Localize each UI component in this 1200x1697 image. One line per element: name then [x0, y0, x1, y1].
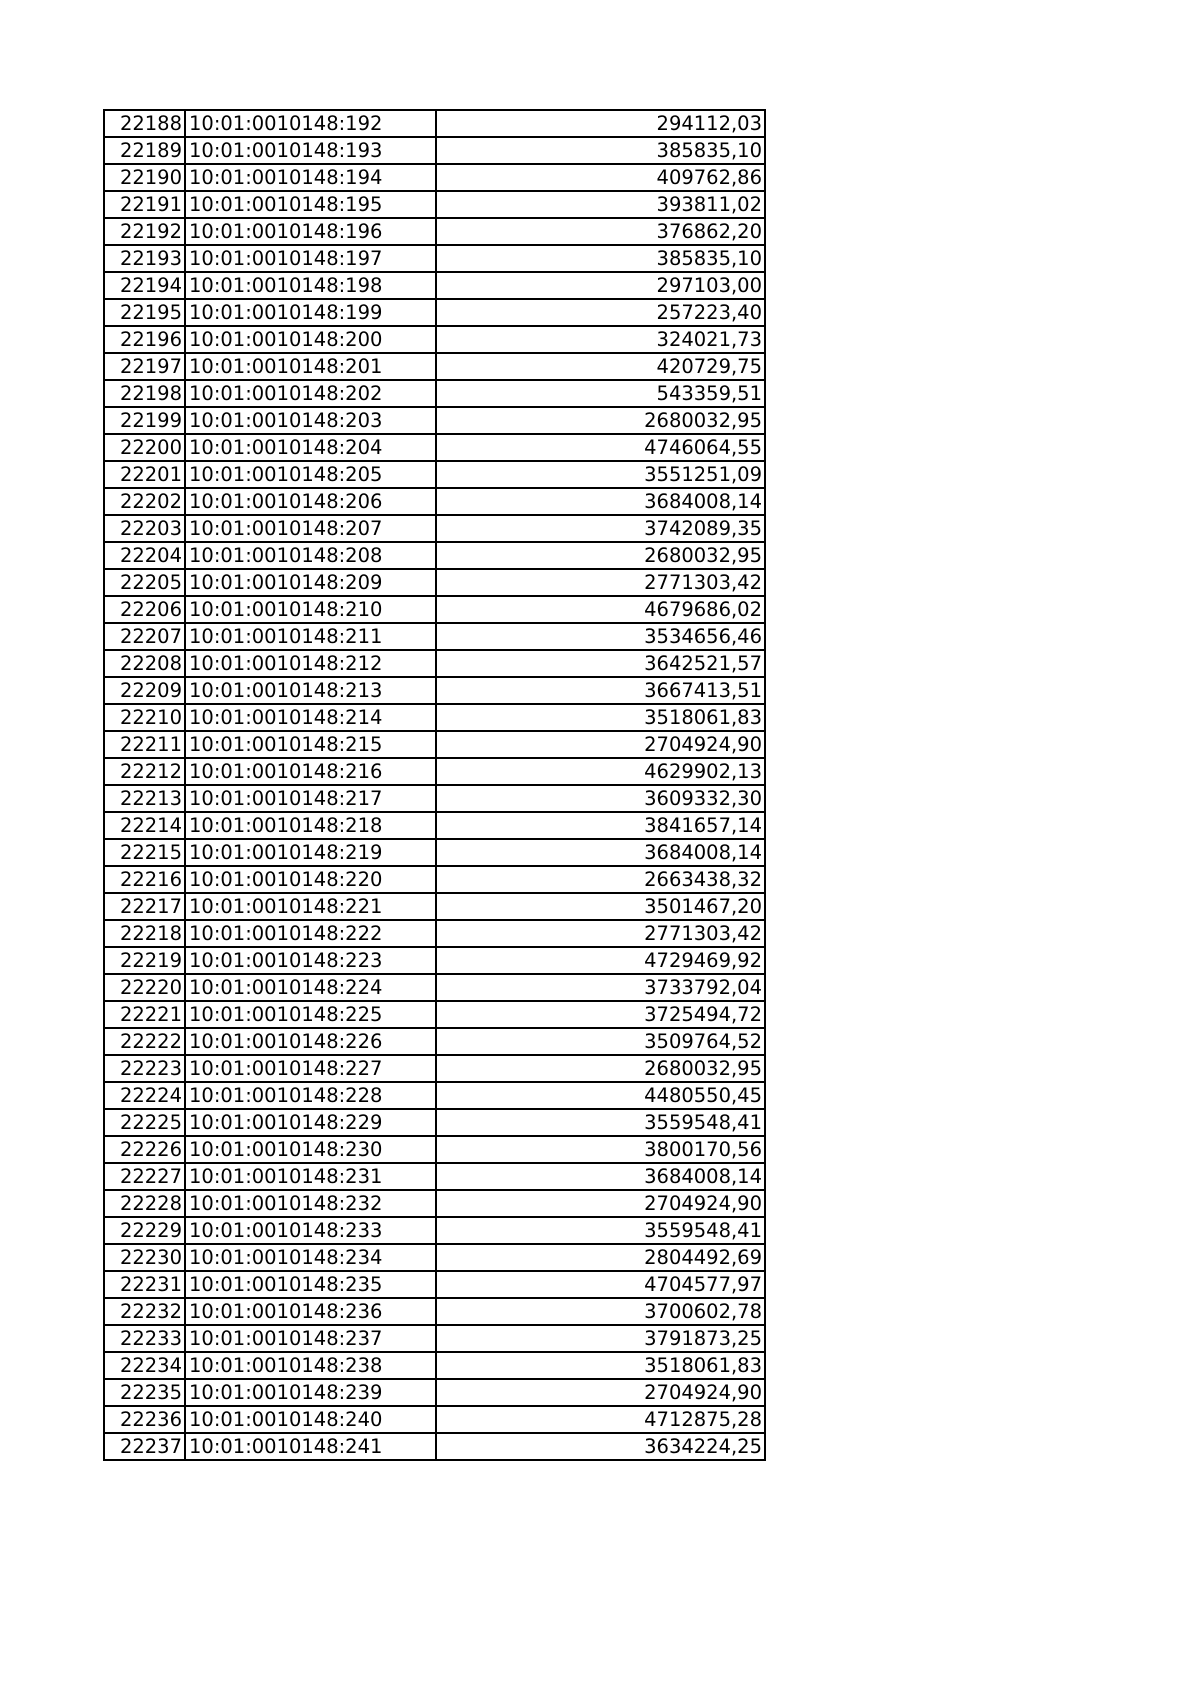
row-number-cell: 22228: [104, 1190, 185, 1217]
row-number-cell: 22232: [104, 1298, 185, 1325]
cadastral-number-cell: 10:01:0010148:229: [185, 1109, 436, 1136]
value-cell: 3684008,14: [436, 1163, 765, 1190]
table-row: [104, 974, 765, 1001]
value-cell: 3518061,83: [436, 1352, 765, 1379]
table-row: [104, 272, 765, 299]
cadastral-number-cell: 10:01:0010148:210: [185, 596, 436, 623]
cadastral-number-cell: 10:01:0010148:231: [185, 1163, 436, 1190]
cadastral-number-cell: 10:01:0010148:201: [185, 353, 436, 380]
table-row: [104, 677, 765, 704]
table-row: [104, 1001, 765, 1028]
table-row: [104, 407, 765, 434]
table-row: [104, 542, 765, 569]
row-number-cell: 22236: [104, 1406, 185, 1433]
value-cell: 2771303,42: [436, 569, 765, 596]
table-row: [104, 1055, 765, 1082]
table-row: [104, 866, 765, 893]
value-cell: 3733792,04: [436, 974, 765, 1001]
cadastral-number-cell: 10:01:0010148:219: [185, 839, 436, 866]
cadastral-number-cell: 10:01:0010148:228: [185, 1082, 436, 1109]
value-cell: 3841657,14: [436, 812, 765, 839]
row-number-cell: 22229: [104, 1217, 185, 1244]
cadastral-number-cell: 10:01:0010148:225: [185, 1001, 436, 1028]
value-cell: 3700602,78: [436, 1298, 765, 1325]
row-number-cell: 22215: [104, 839, 185, 866]
cadastral-number-cell: 10:01:0010148:200: [185, 326, 436, 353]
cadastral-number-cell: 10:01:0010148:233: [185, 1217, 436, 1244]
cadastral-number-cell: 10:01:0010148:205: [185, 461, 436, 488]
value-cell: 2663438,32: [436, 866, 765, 893]
row-number-cell: 22231: [104, 1271, 185, 1298]
row-number-cell: 22194: [104, 272, 185, 299]
row-number-cell: 22234: [104, 1352, 185, 1379]
value-cell: 3642521,57: [436, 650, 765, 677]
cadastral-number-cell: 10:01:0010148:196: [185, 218, 436, 245]
table-row: [104, 839, 765, 866]
value-cell: 3742089,35: [436, 515, 765, 542]
value-cell: 3791873,25: [436, 1325, 765, 1352]
value-cell: 3551251,09: [436, 461, 765, 488]
table-row: [104, 1244, 765, 1271]
row-number-cell: 22209: [104, 677, 185, 704]
row-number-cell: 22227: [104, 1163, 185, 1190]
row-number-cell: 22218: [104, 920, 185, 947]
cadastral-number-cell: 10:01:0010148:204: [185, 434, 436, 461]
value-cell: 2704924,90: [436, 1190, 765, 1217]
row-number-cell: 22210: [104, 704, 185, 731]
cadastral-number-cell: 10:01:0010148:240: [185, 1406, 436, 1433]
cadastral-number-cell: 10:01:0010148:227: [185, 1055, 436, 1082]
table-row: [104, 515, 765, 542]
table-row: [104, 164, 765, 191]
row-number-cell: 22201: [104, 461, 185, 488]
value-cell: 2704924,90: [436, 731, 765, 758]
row-number-cell: 22230: [104, 1244, 185, 1271]
cadastral-number-cell: 10:01:0010148:236: [185, 1298, 436, 1325]
cadastral-number-cell: 10:01:0010148:202: [185, 380, 436, 407]
row-number-cell: 22188: [104, 110, 185, 137]
cadastral-number-cell: 10:01:0010148:193: [185, 137, 436, 164]
table-row: [104, 1352, 765, 1379]
table-row: [104, 785, 765, 812]
value-cell: 3800170,56: [436, 1136, 765, 1163]
table-row: [104, 569, 765, 596]
table-row: [104, 326, 765, 353]
value-cell: 4629902,13: [436, 758, 765, 785]
cadastral-number-cell: 10:01:0010148:209: [185, 569, 436, 596]
value-cell: 3634224,25: [436, 1433, 765, 1460]
cadastral-number-cell: 10:01:0010148:212: [185, 650, 436, 677]
table-row: [104, 920, 765, 947]
cadastral-number-cell: 10:01:0010148:217: [185, 785, 436, 812]
row-number-cell: 22226: [104, 1136, 185, 1163]
value-cell: 324021,73: [436, 326, 765, 353]
table-row: [104, 650, 765, 677]
row-number-cell: 22189: [104, 137, 185, 164]
table-row: [104, 1217, 765, 1244]
table-row: [104, 893, 765, 920]
cadastral-number-cell: 10:01:0010148:216: [185, 758, 436, 785]
row-number-cell: 22235: [104, 1379, 185, 1406]
table-row: [104, 1325, 765, 1352]
table-row: [104, 1028, 765, 1055]
row-number-cell: 22225: [104, 1109, 185, 1136]
table-body: [104, 110, 765, 1460]
cadastral-number-cell: 10:01:0010148:238: [185, 1352, 436, 1379]
cadastral-number-cell: 10:01:0010148:239: [185, 1379, 436, 1406]
cadastral-number-cell: 10:01:0010148:224: [185, 974, 436, 1001]
row-number-cell: 22213: [104, 785, 185, 812]
table-row: [104, 299, 765, 326]
row-number-cell: 22191: [104, 191, 185, 218]
row-number-cell: 22190: [104, 164, 185, 191]
value-cell: 3684008,14: [436, 488, 765, 515]
cadastral-number-cell: 10:01:0010148:192: [185, 110, 436, 137]
row-number-cell: 22214: [104, 812, 185, 839]
table-row: [104, 434, 765, 461]
value-cell: 420729,75: [436, 353, 765, 380]
table-row: [104, 1379, 765, 1406]
table-row: [104, 353, 765, 380]
cadastral-number-cell: 10:01:0010148:213: [185, 677, 436, 704]
value-cell: 3534656,46: [436, 623, 765, 650]
cadastral-number-cell: 10:01:0010148:215: [185, 731, 436, 758]
value-cell: 3559548,41: [436, 1217, 765, 1244]
row-number-cell: 22205: [104, 569, 185, 596]
value-cell: 3667413,51: [436, 677, 765, 704]
row-number-cell: 22233: [104, 1325, 185, 1352]
row-number-cell: 22223: [104, 1055, 185, 1082]
table-row: [104, 488, 765, 515]
cadastral-number-cell: 10:01:0010148:208: [185, 542, 436, 569]
value-cell: 409762,86: [436, 164, 765, 191]
row-number-cell: 22219: [104, 947, 185, 974]
value-cell: 294112,03: [436, 110, 765, 137]
value-cell: 3509764,52: [436, 1028, 765, 1055]
cadastral-number-cell: 10:01:0010148:199: [185, 299, 436, 326]
table-row: [104, 245, 765, 272]
row-number-cell: 22197: [104, 353, 185, 380]
table-row: [104, 812, 765, 839]
row-number-cell: 22207: [104, 623, 185, 650]
cadastral-number-cell: 10:01:0010148:232: [185, 1190, 436, 1217]
row-number-cell: 22195: [104, 299, 185, 326]
data-table: [103, 109, 766, 1461]
row-number-cell: 22224: [104, 1082, 185, 1109]
table-row: [104, 596, 765, 623]
cadastral-number-cell: 10:01:0010148:198: [185, 272, 436, 299]
value-cell: 3559548,41: [436, 1109, 765, 1136]
cadastral-number-cell: 10:01:0010148:241: [185, 1433, 436, 1460]
row-number-cell: 22220: [104, 974, 185, 1001]
table-row: [104, 1109, 765, 1136]
cadastral-number-cell: 10:01:0010148:214: [185, 704, 436, 731]
value-cell: 4746064,55: [436, 434, 765, 461]
value-cell: 2680032,95: [436, 407, 765, 434]
cadastral-number-cell: 10:01:0010148:234: [185, 1244, 436, 1271]
value-cell: 2771303,42: [436, 920, 765, 947]
row-number-cell: 22221: [104, 1001, 185, 1028]
value-cell: 4729469,92: [436, 947, 765, 974]
value-cell: 257223,40: [436, 299, 765, 326]
cadastral-number-cell: 10:01:0010148:222: [185, 920, 436, 947]
row-number-cell: 22222: [104, 1028, 185, 1055]
value-cell: 2704924,90: [436, 1379, 765, 1406]
cadastral-number-cell: 10:01:0010148:220: [185, 866, 436, 893]
cadastral-number-cell: 10:01:0010148:221: [185, 893, 436, 920]
table-row: [104, 1406, 765, 1433]
table-row: [104, 1190, 765, 1217]
row-number-cell: 22202: [104, 488, 185, 515]
value-cell: 3501467,20: [436, 893, 765, 920]
row-number-cell: 22199: [104, 407, 185, 434]
table-row: [104, 461, 765, 488]
value-cell: 4704577,97: [436, 1271, 765, 1298]
row-number-cell: 22193: [104, 245, 185, 272]
table-row: [104, 758, 765, 785]
table-row: [104, 1163, 765, 1190]
table-row: [104, 1433, 765, 1460]
cadastral-number-cell: 10:01:0010148:206: [185, 488, 436, 515]
table-row: [104, 110, 765, 137]
row-number-cell: 22237: [104, 1433, 185, 1460]
value-cell: 3684008,14: [436, 839, 765, 866]
value-cell: 2804492,69: [436, 1244, 765, 1271]
row-number-cell: 22208: [104, 650, 185, 677]
cadastral-number-cell: 10:01:0010148:197: [185, 245, 436, 272]
cadastral-number-cell: 10:01:0010148:223: [185, 947, 436, 974]
table-row: [104, 1298, 765, 1325]
row-number-cell: 22196: [104, 326, 185, 353]
value-cell: 385835,10: [436, 137, 765, 164]
table-row: [104, 947, 765, 974]
value-cell: 4712875,28: [436, 1406, 765, 1433]
value-cell: 543359,51: [436, 380, 765, 407]
value-cell: 376862,20: [436, 218, 765, 245]
cadastral-number-cell: 10:01:0010148:237: [185, 1325, 436, 1352]
cadastral-number-cell: 10:01:0010148:226: [185, 1028, 436, 1055]
row-number-cell: 22212: [104, 758, 185, 785]
cadastral-number-cell: 10:01:0010148:211: [185, 623, 436, 650]
value-cell: 3518061,83: [436, 704, 765, 731]
value-cell: 3609332,30: [436, 785, 765, 812]
value-cell: 297103,00: [436, 272, 765, 299]
row-number-cell: 22203: [104, 515, 185, 542]
row-number-cell: 22217: [104, 893, 185, 920]
value-cell: 385835,10: [436, 245, 765, 272]
value-cell: 2680032,95: [436, 542, 765, 569]
cadastral-number-cell: 10:01:0010148:235: [185, 1271, 436, 1298]
table-row: [104, 623, 765, 650]
value-cell: 3725494,72: [436, 1001, 765, 1028]
table-row: [104, 1271, 765, 1298]
table-row: [104, 704, 765, 731]
cadastral-number-cell: 10:01:0010148:218: [185, 812, 436, 839]
table-row: [104, 137, 765, 164]
cadastral-number-cell: 10:01:0010148:195: [185, 191, 436, 218]
cadastral-number-cell: 10:01:0010148:230: [185, 1136, 436, 1163]
cadastral-number-cell: 10:01:0010148:207: [185, 515, 436, 542]
table-row: [104, 380, 765, 407]
table-row: [104, 191, 765, 218]
table-row: [104, 1082, 765, 1109]
row-number-cell: 22198: [104, 380, 185, 407]
value-cell: 4480550,45: [436, 1082, 765, 1109]
cadastral-number-cell: 10:01:0010148:203: [185, 407, 436, 434]
row-number-cell: 22204: [104, 542, 185, 569]
row-number-cell: 22206: [104, 596, 185, 623]
table-row: [104, 731, 765, 758]
cadastral-number-cell: 10:01:0010148:194: [185, 164, 436, 191]
table-row: [104, 218, 765, 245]
row-number-cell: 22211: [104, 731, 185, 758]
value-cell: 4679686,02: [436, 596, 765, 623]
row-number-cell: 22200: [104, 434, 185, 461]
table-row: [104, 1136, 765, 1163]
row-number-cell: 22192: [104, 218, 185, 245]
value-cell: 393811,02: [436, 191, 765, 218]
row-number-cell: 22216: [104, 866, 185, 893]
value-cell: 2680032,95: [436, 1055, 765, 1082]
